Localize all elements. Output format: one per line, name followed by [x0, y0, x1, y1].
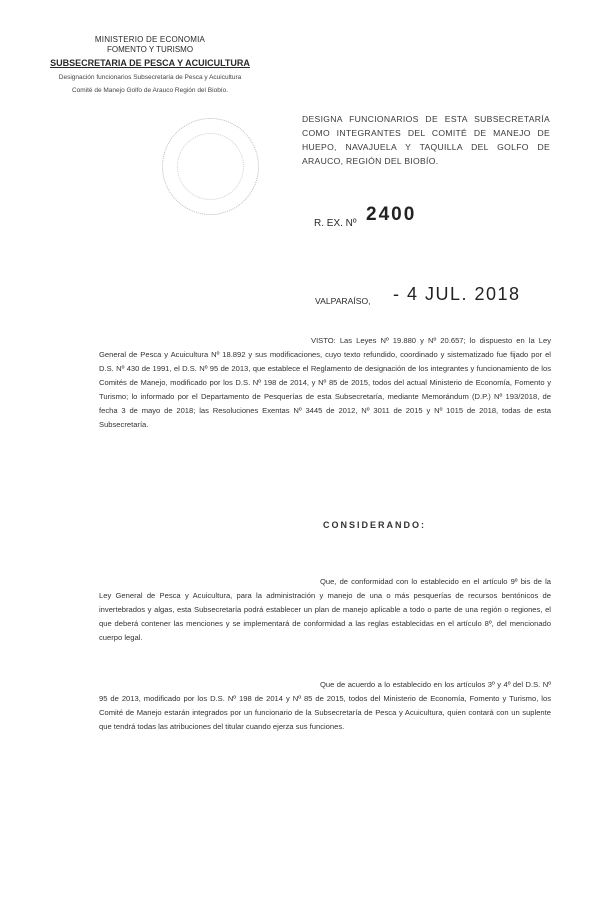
resolution-number: 2400 [366, 204, 417, 225]
visto-paragraph: VISTO: Las Leyes Nº 19.880 y Nº 20.657; lo dispuesto en la Ley General de Pesca y Acuicultura Nº 18.892 y sus modificaciones, cuyo texto refundido, coordinado y sistematizado fue fijado por el D.S. Nº 430 de 1991, el D.S. Nº 95 de 2013, que establece el Reglamento de designación de los integrantes y funcionamiento de los Comités de Manejo, modificado por los D.S. Nº 198 de 2014, y Nº 85 de 2015, todos del actual Ministerio de Economía, Fomento y Turismo; lo informado por el Departamento de Pesquerías de esta Subsecretaría, mediante Memorándum (D.P.) Nº 193/2018, de fecha 3 de mayo de 2018; las Resoluciones Exentas Nº 3445 de 2012, Nº 3011 de 2015 y Nº 1015 de 2018, todas de esta Subsecretaría. [99, 336, 551, 429]
document-title: DESIGNA FUNCIONARIOS DE ESTA SUBSECRETARÍA COMO INTEGRANTES DEL COMITÉ DE MANEJO DE HUEPO, NAVAJUELA Y TAQUILLA DEL GOLFO DE ARAUCO, REGIÓN DEL BIOBÍO. [302, 114, 550, 166]
considerando-heading: CONSIDERANDO: [323, 520, 427, 530]
considerando-paragraph-1: Que, de conformidad con lo establecido en el artículo 9º bis de la Ley General de Pesca y Acuicultura, para la administración y manejo de una o más pesquerías de recursos bentónicos de invertebrados y algas, esta Subsecretaría podrá establecer un plan de manejo aplicable a todo o parte de una región o regiones, el que deberá contener las menciones y se implementará de conformidad a las reglas establecidas en el artículo 8º, del mencionado cuerpo legal. [99, 577, 551, 642]
ministry-subtitle: FOMENTO Y TURISMO [106, 45, 194, 54]
committee-reference-line: Comité de Manejo Golfo de Arauco Región del Biobío. [71, 87, 229, 94]
ministry-name: MINISTERIO DE ECONOMIA [94, 35, 206, 44]
considerando-paragraph-2: Que de acuerdo a lo establecido en los artículos 3º y 4º del D.S. Nº 95 de 2013, modificado por los D.S. Nº 198 de 2014 y Nº 85 de 2015, todos del Ministerio de Economía, Fomento y Turismo, los Comité de Manejo estarán integrados por un funcionario de la Subsecretaría de Pesca y Acuicultura, quien contará con un suplente que tendrá todas las atribuciones del titular cuando ejerza sus funciones. [99, 680, 551, 731]
resolution-place: VALPARAÍSO, [315, 296, 371, 306]
seal-inner-ring [177, 133, 244, 200]
faded-seal-stamp [162, 118, 259, 215]
document-reference-line: Designación funcionarios Subsecretaría de Pesca y Acuicultura [58, 74, 242, 81]
resolution-date-stamp: - 4 JUL. 2018 [393, 284, 521, 304]
agency-name: SUBSECRETARIA DE PESCA Y ACUICULTURA [50, 58, 250, 68]
resolution-label: R. EX. Nº [314, 218, 357, 229]
